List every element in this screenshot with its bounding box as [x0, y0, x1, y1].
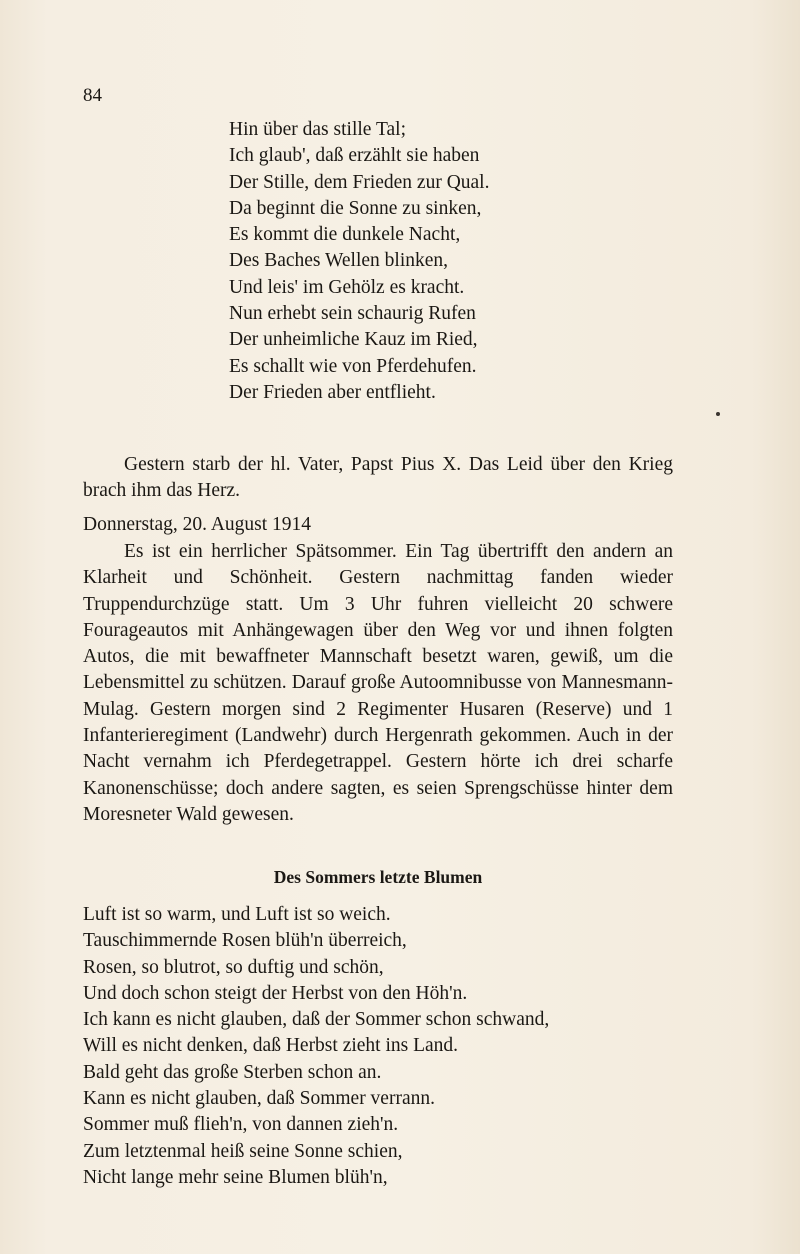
poem-title: Des Sommers letzte Blumen [273, 867, 483, 887]
poem-line: Der unheimliche Kauz im Ried, [229, 329, 478, 351]
poem-line: Und doch schon steigt der Herbst von den Höh'n. [83, 982, 468, 1004]
poem-line: Nicht lange mehr seine Blumen blüh'n, [83, 1166, 388, 1188]
poem-line: Tauschimmernde Rosen blüh'n überreich, [83, 930, 407, 952]
poem-stanza [229, 117, 489, 406]
poem-line: Nun erhebt sein schaurig Rufen [229, 303, 476, 325]
page-number: 84 [83, 85, 102, 106]
poem-line: Es schallt wie von Pferdehufen. [229, 355, 477, 377]
poem-line: Der Stille, dem Frieden zur Qual. [229, 171, 490, 193]
poem-line: Zum letztenmal heiß seine Sonne schien, [83, 1140, 403, 1162]
poem-line: Und leis' im Gehölz es kracht. [229, 276, 465, 298]
poem-line: Ich glaub', daß erzählt sie haben [229, 145, 480, 167]
poem-line: Hin über das stille Tal; [229, 119, 406, 140]
paragraph-pope-death: Gestern starb der hl. Vater, Papst Pius X. Das Leid über den Krieg brach ihm das Herz. [83, 454, 673, 502]
entry-date: Donnerstag, 20. August 1914 [83, 514, 312, 535]
paragraph-diary-entry: Es ist ein herrlicher Spätsommer. Ein Tag übertrifft den andern an Klarheit und Schönheit. Gestern nachmittag fanden wieder Truppendurchzüge statt. Um 3 Uhr fuhren vielleicht 20 schwere Fourageautos mit Anhängewagen über den Weg vor und ihnen folgten Autos, die mit bewaffneter Mannschaft besetzt waren, gewiß, um die Lebensmittel zu schützen. Darauf große Autoomnibusse von Mannesmann-Mulag. Gestern morgen sind 2 Regimenter Husaren (Reserve) und 1 Infanterieregiment (Landwehr) durch Hergenrath gekommen. Auch in der Nacht vernahm ich Pferdegetrappel. Gestern hörte ich drei scharfe Kanonenschüsse; doch andere sagten, es seien Sprengschüsse hinter dem Moresneter Wald gewesen. [83, 541, 673, 825]
poem-line: Luft ist so warm, und Luft ist so weich. [83, 904, 391, 925]
poem-line: Bald geht das große Sterben schon an. [83, 1061, 382, 1083]
poem-line: Kann es nicht glauben, daß Sommer verrann. [83, 1088, 435, 1110]
poem-line: Sommer muß flieh'n, von dannen zieh'n. [83, 1114, 399, 1136]
ink-speck [716, 412, 720, 416]
poem-body [83, 902, 549, 1191]
poem-line: Ich kann es nicht glauben, daß der Sommer schon schwand, [83, 1009, 550, 1031]
poem-line: Will es nicht denken, daß Herbst zieht ins Land. [83, 1035, 459, 1057]
poem-line: Da beginnt die Sonne zu sinken, [229, 197, 482, 219]
poem-line: Es kommt die dunkele Nacht, [229, 224, 461, 246]
poem-line: Der Frieden aber entflieht. [229, 381, 436, 403]
poem-line: Des Baches Wellen blinken, [229, 250, 449, 272]
poem-line: Rosen, so blutrot, so duftig und schön, [83, 956, 384, 978]
